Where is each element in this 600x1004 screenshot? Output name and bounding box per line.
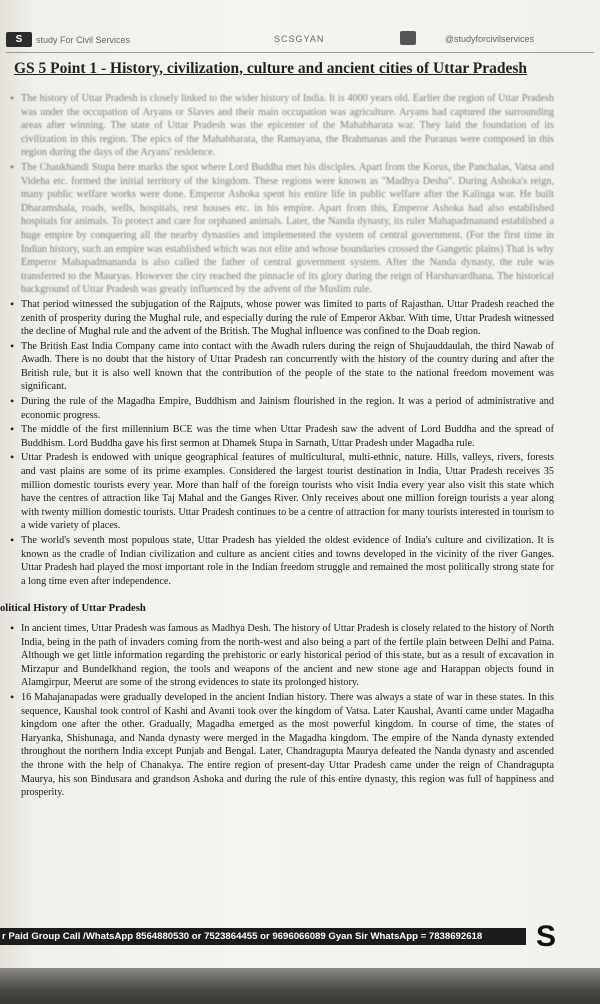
history-list <box>6 92 554 588</box>
header-center-title: SCSGYAN <box>274 34 325 44</box>
brand-logo: S <box>6 32 32 47</box>
section-heading: olitical History of Uttar Pradesh <box>0 603 146 615</box>
social-handle: @studyforcivilservices <box>444 34 534 44</box>
political-history-list <box>6 622 554 800</box>
header-divider <box>6 52 594 53</box>
list-item: • The Chaukhandi Stupa here marks the spot where Lord Buddha met his disciples. Apart from the Korus, the Panchalas, Vatsa and Videha etc. formed the initial territory of the kingdom. These regions were known as "Madhya Desha". During Ashoka's reign, many public welfare works were done. Emperor Ashoka spent his entire life in public welfare after the Kalinga war. He built Dharamshala, roads, wells, hospitals, rest houses etc. in his empire. Apart from this, Emperor Ashoka had also established hospitals for animals. To protect and care for orphaned animals. Later, the Nanda dynasty, its ruler Mahapadmanand established a huge empire by conquering all the nearby dynasties and implemented the system of central government. (For the first time in Indian history, such an empire was established which was not elite and whose boundaries crossed the Gangetic plains) That is why Emperor Mahapadmananda is also called the father of central government system. After the Nanda dynasty, the rule was transferred to the Mauryas. However the city reached the pinnacle of its glory during the reign of Harshavardhana. The historical background of Uttar Pradesh was greatly influenced by the advent of the Muslim rule. <box>21 161 554 297</box>
page-title: GS 5 Point 1 - History, civilization, culture and ancient cities of Uttar Pradesh <box>14 60 528 77</box>
list-item: • Uttar Pradesh is endowed with unique geographical features of multicultural, multi-ethnic, nature. Hills, valleys, rivers, forests and vast plains are some of its prime examples. Considered the largest tourist destination in India, Uttar Pradesh receives 35 million domestic tourists every year. More than half of the foreign tourists who visit India every year also visit this state which have the centres of attraction like Taj Mahal and the Ganges River. Only receives about one million foreign tourists a year along with twenty million domestic tourists. Uttar Pradesh continues to be a centre of attraction for many tourists interested in tourism to a wide variety of places. <box>21 451 554 533</box>
list-item: • That period witnessed the subjugation of the Rajputs, whose power was limited to parts of Rajasthan. Uttar Pradesh reached the zenith of prosperity during the Mughal rule, and especially during the rule of Emperor Akbar. With time, Uttar Pradesh witnessed the decline of Mughal rule and the advent of the British. The Mughal influence was confined to the Doab region. <box>21 298 554 339</box>
list-item: • The history of Uttar Pradesh is closely linked to the wider history of India. It is 4000 years old. Earlier the region of Uttar Pradesh was under the occupation of Aryans or Slaves and their main occupation was agriculture. Aryans had captured the surrounding areas after winning. The state of Uttar Pradesh was the epicenter of the Mahabharata war. They laid the foundation of its civilization in this region. The epics of the Mahabharata, the Ramayana, the Brahmanas and the Puranas were composed in this region during the days of the Aryans' residence. <box>21 92 554 160</box>
footer-logo-mark: S <box>536 920 557 953</box>
list-item: • The British East India Company came into contact with the Awadh rulers during the reign of Shujauddaulah, the third Nawab of Awadh. There is no doubt that the history of Uttar Pradesh ran concurrently with the history of the country during and after the British rule, but it is also well known that the contribution of the people of the state to the national freedom movement was significant. <box>21 340 554 394</box>
list-item: • The world's seventh most populous state, Uttar Pradesh has yielded the oldest evidence of India's culture and civilization. It is known as the cradle of Indian civilization and culture as ancient cities and towns developed in the vicinity of the river Ganges. Uttar Pradesh had played the most important role in the Indian freedom struggle and remained the most politically strong state for a long time even after independence. <box>21 534 554 588</box>
list-item: • During the rule of the Magadha Empire, Buddhism and Jainism flourished in the region. It was a period of administrative and economic progress. <box>21 395 554 422</box>
page-content <box>0 92 554 801</box>
telegram-icon <box>400 31 416 45</box>
brand-name: study For Civil Services <box>36 35 131 45</box>
page-bottom-shadow <box>0 968 600 1004</box>
list-item: • 16 Mahajanapadas were gradually developed in the ancient Indian history. There was always a state of war in these states. In this sequence, Kaushal took control of Kashi and Avanti took over the kingdom of Vatsa. Later Kaushal, Avanti came under Magadha kingdom one after the other. Gradually, Magadha emerged as the most powerful kingdom. In course of time, the states of Haryanka, Shishunaga, and Nanda dynasty were merged in the Magadha kingdom. The empire of the Nanda dynasty extended throughout the northern India except Punjab and Bengal. Later, Chandragupta Maurya defeated the Nanda dynasty and ascended the throne with the help of Chanakya. The entire region of present-day Uttar Pradesh came under the reign of Chandragupta Maurya, his son Bindusara and grandson Ashoka and during the rule of this entire dynasty, this region was full of happiness and prosperity. <box>21 691 554 800</box>
list-item: • In ancient times, Uttar Pradesh was famous as Madhya Desh. The history of Uttar Pradesh is closely related to the history of North India, being in the path of invaders coming from the north-west and also being a part of the fertile plain between Delhi and Patna. Although we get little information regarding the prehistoric or early historical period of this state, but as a result of excavation in Mirzapur and Bundelkhand region, the tools and weapons of the ancient and new stone age and Harappan objects found in Alamgirpur, Meerut are some of the strong evidences to state its prolonged history. <box>21 622 554 690</box>
list-item: • The middle of the first millennium BCE was the time when Uttar Pradesh saw the advent of Lord Buddha and the spread of Buddhism. Lord Buddha gave his first sermon at Dhamek Stupa in Sarnath, Uttar Pradesh under Magadha rule. <box>21 423 554 450</box>
footer-contact-bar: r Paid Group Call /WhatsApp 8564880530 or 7523864455 or 9696066089 Gyan Sir WhatsApp = 7838692618 <box>0 928 526 945</box>
page-header <box>6 30 594 52</box>
